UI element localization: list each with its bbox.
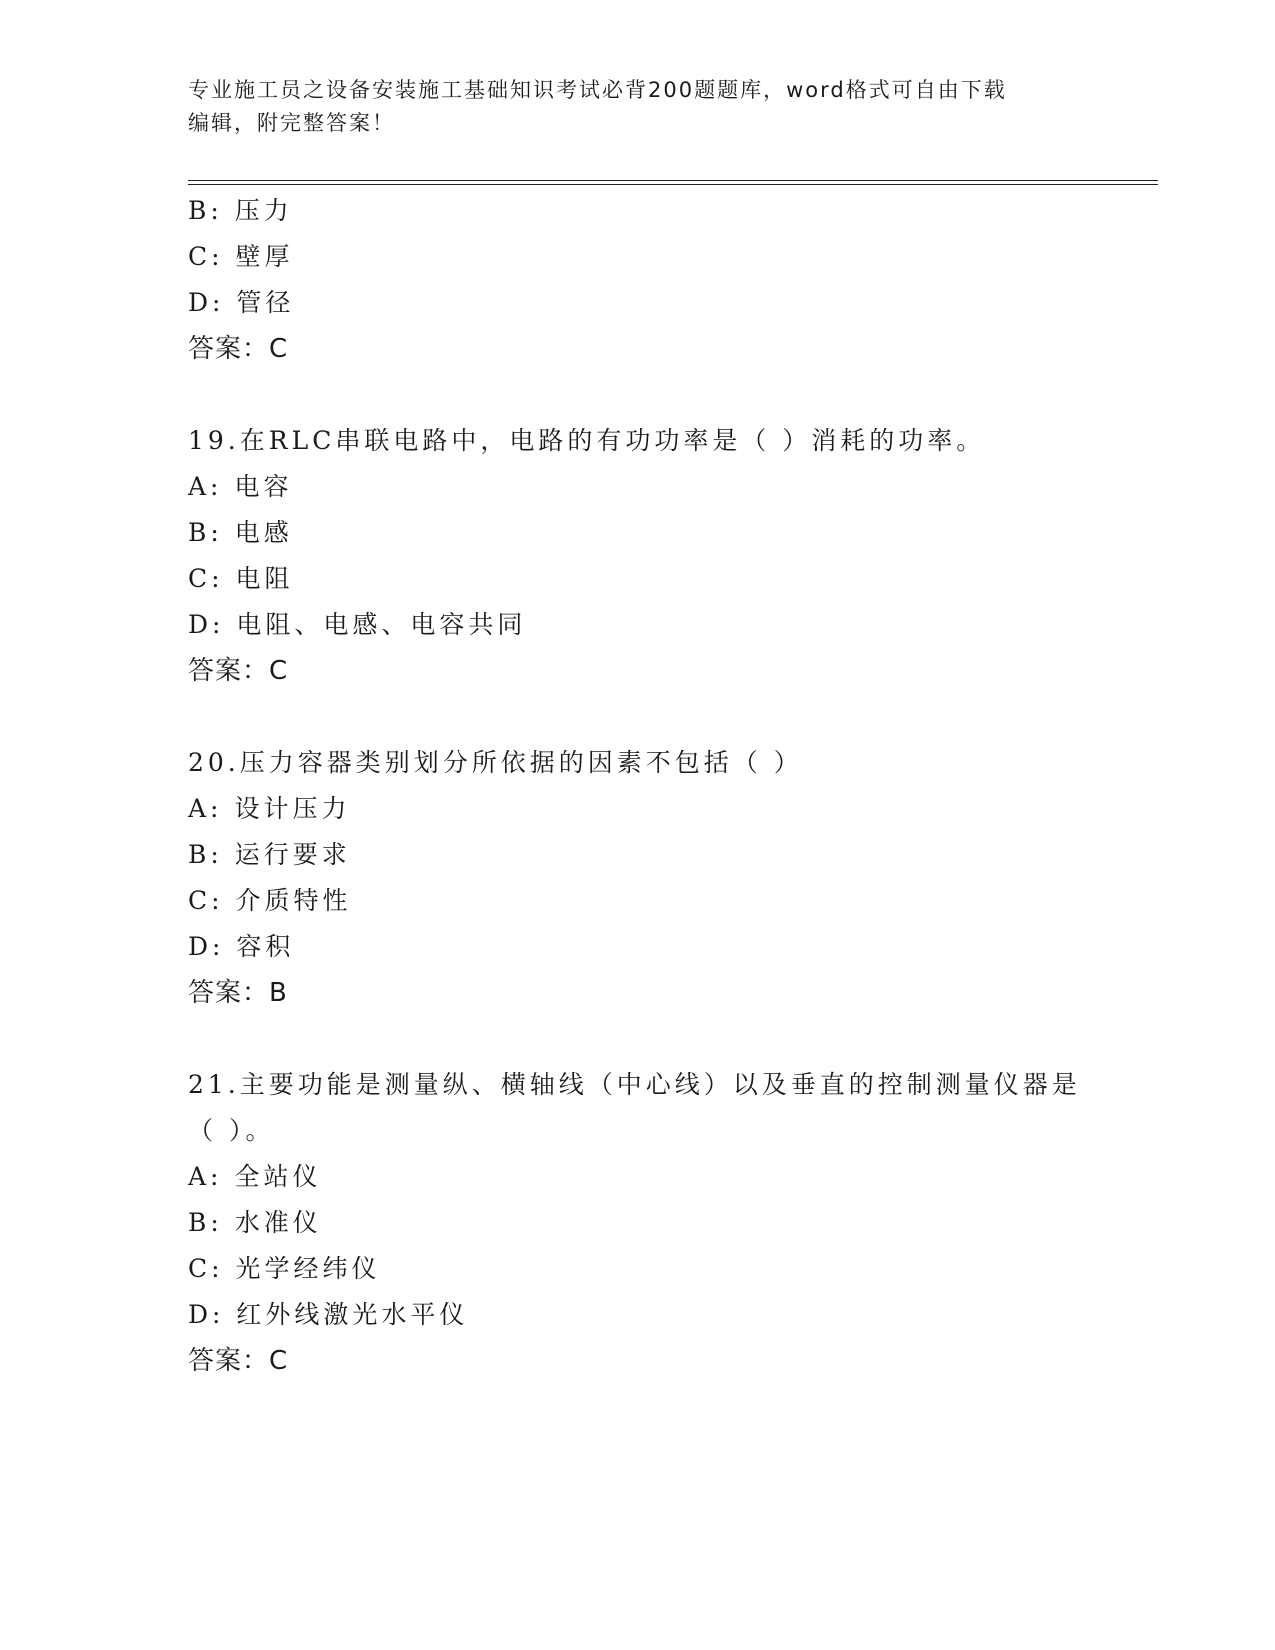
option-d: D: 红外线激光水平仪 (188, 1300, 469, 1329)
option-d: D: 容积 (188, 932, 295, 961)
header-rule-bottom (188, 184, 1158, 185)
spacer (188, 372, 1088, 418)
answer-line: 答案：C (188, 1346, 289, 1376)
option-b: B: 运行要求 (188, 840, 351, 869)
option-c: C: 光学经纬仪 (188, 1254, 381, 1283)
question-block (188, 418, 1088, 694)
option-a: A: 全站仪 (188, 1162, 322, 1191)
option-c: C: 壁厚 (188, 242, 294, 271)
spacer (188, 694, 1088, 740)
question-text-continued: （ ）。 (188, 1116, 275, 1145)
answer-line: 答案：B (188, 978, 288, 1008)
document-header (188, 74, 1088, 140)
question-block (188, 1062, 1088, 1384)
option-a: A: 电容 (188, 472, 293, 501)
option-c: C: 介质特性 (188, 886, 352, 915)
option-c: C: 电阻 (188, 564, 294, 593)
question-list (188, 188, 1088, 1384)
option-d: D: 管径 (188, 288, 295, 317)
header-rule-top (188, 180, 1158, 181)
answer-line: 答案：C (188, 656, 289, 686)
header-line-2: 编辑，附完整答案！ (188, 111, 395, 135)
answer-line: 答案：C (188, 334, 289, 364)
option-b: B: 电感 (188, 518, 293, 547)
question-block (188, 188, 1088, 372)
question-text: 20.压力容器类别划分所依据的因素不包括（ ） (188, 748, 803, 777)
header-line-1: 专业施工员之设备安装施工基础知识考试必背200题题库，word格式可自由下载 (188, 78, 1007, 102)
option-d: D: 电阻、电感、电容共同 (188, 610, 527, 639)
spacer (188, 1016, 1088, 1062)
option-b: B: 压力 (188, 196, 293, 225)
option-b: B: 水准仪 (188, 1208, 322, 1237)
option-a: A: 设计压力 (188, 794, 351, 823)
question-text: 19.在RLC串联电路中，电路的有功功率是（ ）消耗的功率。 (188, 426, 986, 455)
question-text: 21.主要功能是测量纵、横轴线（中心线）以及垂直的控制测量仪器是 (188, 1070, 1081, 1099)
question-block (188, 740, 1088, 1016)
